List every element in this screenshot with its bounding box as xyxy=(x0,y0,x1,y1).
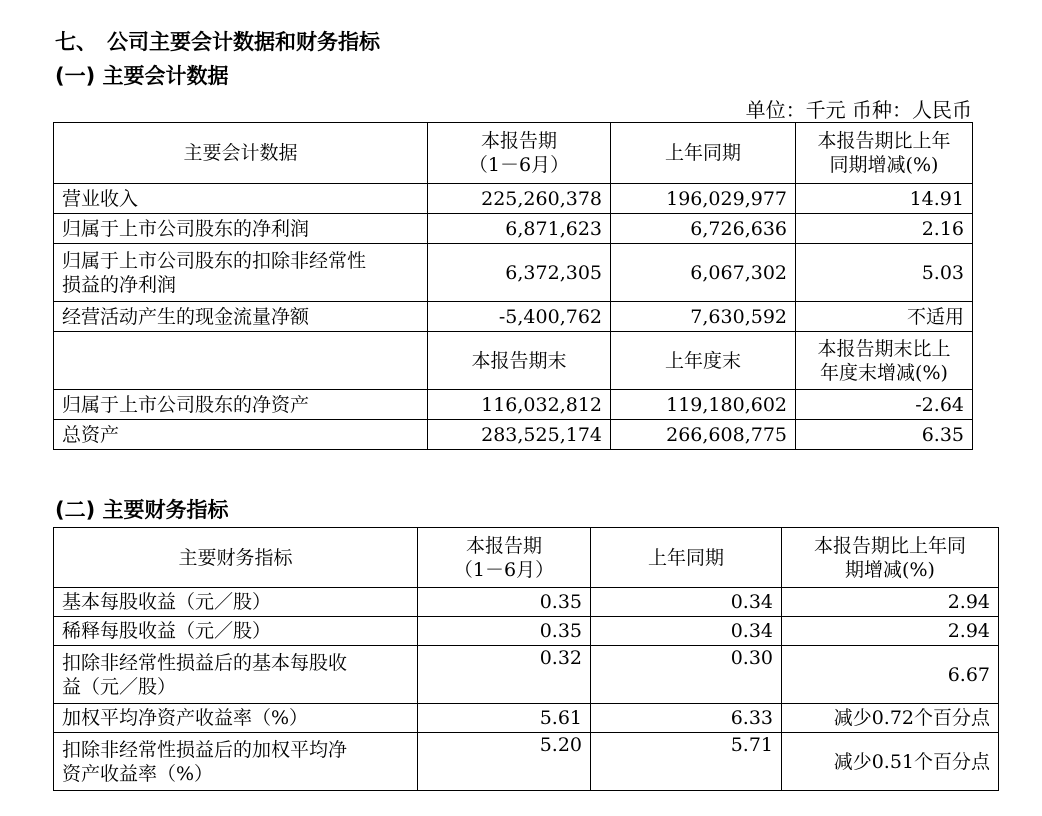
section-number: 七、 xyxy=(55,30,97,54)
row-label: 营业收入 xyxy=(54,184,428,214)
current-value: -5,400,762 xyxy=(428,302,611,332)
row-label: 扣除非经常性损益后的基本每股收 益（元／股） xyxy=(54,646,418,704)
col-header-current: 本报告期 （1－6月） xyxy=(428,123,611,184)
row-label: 加权平均净资产收益率（%） xyxy=(54,704,418,733)
change-value: 2.94 xyxy=(782,617,999,646)
change-value: 不适用 xyxy=(796,302,973,332)
prior-value: 6,067,302 xyxy=(611,244,796,302)
change-value: 5.03 xyxy=(796,244,973,302)
col-header-item: 主要财务指标 xyxy=(54,528,418,588)
col-header-prior-year-end: 上年度末 xyxy=(611,332,796,390)
prior-value: 5.71 xyxy=(591,733,782,791)
change-value: -2.64 xyxy=(796,390,973,420)
table-subheader-row xyxy=(54,332,973,390)
table-row xyxy=(54,214,973,244)
table-header-row xyxy=(54,528,999,588)
row-label: 归属于上市公司股东的净资产 xyxy=(54,390,428,420)
current-value: 0.32 xyxy=(418,646,591,704)
accounting-data-heading: (一) 主要会计数据 xyxy=(55,64,229,88)
unit-currency-note: 单位：千元 币种：人民币 xyxy=(745,98,972,122)
subheader-empty xyxy=(54,332,428,390)
table-row xyxy=(54,244,973,302)
table-row xyxy=(54,588,999,617)
table-row xyxy=(54,646,999,704)
col-header-change: 本报告期比上年 同期增减(%) xyxy=(796,123,973,184)
col-header-current: 本报告期 （1－6月） xyxy=(418,528,591,588)
col-header-change: 本报告期比上年同 期增减(%) xyxy=(782,528,999,588)
current-value: 5.20 xyxy=(418,733,591,791)
col-header-prior: 上年同期 xyxy=(591,528,782,588)
row-label: 归属于上市公司股东的净利润 xyxy=(54,214,428,244)
prior-value: 6.33 xyxy=(591,704,782,733)
prior-value: 7,630,592 xyxy=(611,302,796,332)
col-header-item: 主要会计数据 xyxy=(54,123,428,184)
financial-indicators-table xyxy=(53,527,999,791)
table-row xyxy=(54,733,999,791)
row-label: 基本每股收益（元／股） xyxy=(54,588,418,617)
current-value: 6,871,623 xyxy=(428,214,611,244)
change-value: 14.91 xyxy=(796,184,973,214)
change-value: 2.16 xyxy=(796,214,973,244)
table-row xyxy=(54,704,999,733)
current-value: 116,032,812 xyxy=(428,390,611,420)
change-value: 6.67 xyxy=(782,646,999,704)
col-header-change-year-end: 本报告期末比上 年度末增减(%) xyxy=(796,332,973,390)
section-title-text: 公司主要会计数据和财务指标 xyxy=(107,30,380,54)
current-value: 0.35 xyxy=(418,588,591,617)
prior-value: 0.34 xyxy=(591,617,782,646)
prior-value: 266,608,775 xyxy=(611,420,796,450)
table-row xyxy=(54,184,973,214)
row-label: 经营活动产生的现金流量净额 xyxy=(54,302,428,332)
col-header-prior: 上年同期 xyxy=(611,123,796,184)
financial-indicators-heading: (二) 主要财务指标 xyxy=(55,498,229,522)
row-label: 稀释每股收益（元／股） xyxy=(54,617,418,646)
change-value: 2.94 xyxy=(782,588,999,617)
current-value: 6,372,305 xyxy=(428,244,611,302)
table-row xyxy=(54,302,973,332)
prior-value: 0.30 xyxy=(591,646,782,704)
table-row xyxy=(54,617,999,646)
prior-value: 119,180,602 xyxy=(611,390,796,420)
table-row xyxy=(54,390,973,420)
current-value: 225,260,378 xyxy=(428,184,611,214)
current-value: 283,525,174 xyxy=(428,420,611,450)
row-label: 总资产 xyxy=(54,420,428,450)
row-label: 归属于上市公司股东的扣除非经常性 损益的净利润 xyxy=(54,244,428,302)
prior-value: 0.34 xyxy=(591,588,782,617)
current-value: 5.61 xyxy=(418,704,591,733)
change-value: 减少0.72个百分点 xyxy=(782,704,999,733)
prior-value: 196,029,977 xyxy=(611,184,796,214)
row-label: 扣除非经常性损益后的加权平均净 资产收益率（%） xyxy=(54,733,418,791)
prior-value: 6,726,636 xyxy=(611,214,796,244)
table-row xyxy=(54,420,973,450)
section-title xyxy=(55,26,380,56)
table-header-row xyxy=(54,123,973,184)
current-value: 0.35 xyxy=(418,617,591,646)
change-value: 减少0.51个百分点 xyxy=(782,733,999,791)
change-value: 6.35 xyxy=(796,420,973,450)
col-header-period-end: 本报告期末 xyxy=(428,332,611,390)
accounting-data-table xyxy=(53,122,973,450)
